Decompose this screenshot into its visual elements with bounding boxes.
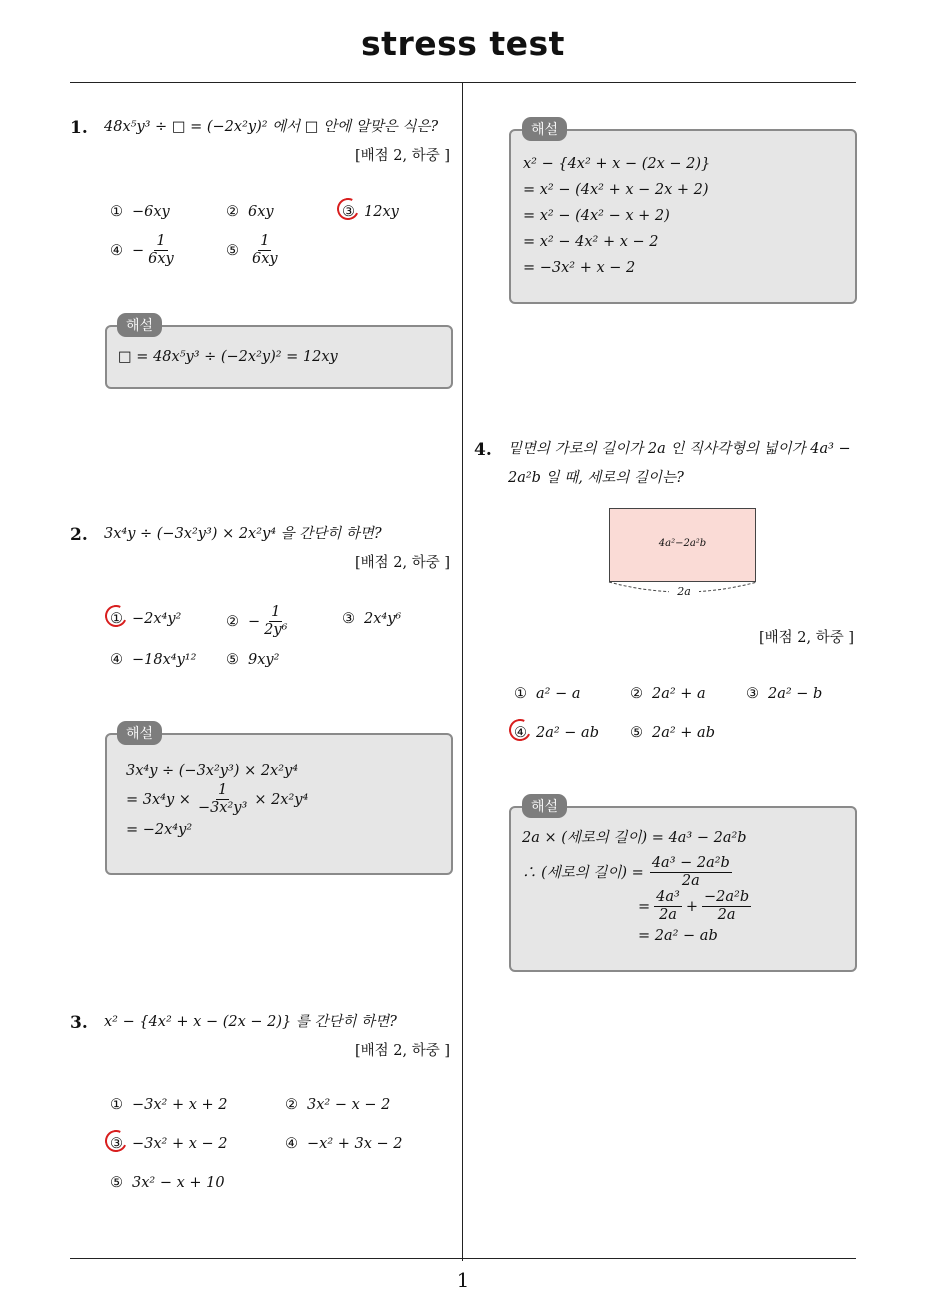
choice-marker: ① xyxy=(514,686,527,702)
choice-value: 2a² − ab xyxy=(536,725,599,741)
choice-fraction: $\frac{1}{6xy}$ xyxy=(148,233,174,267)
question-text: x² − {4x² + x − (2x − 2)} 를 간단히 하면? xyxy=(104,1014,397,1030)
choice-marker: ⑤ xyxy=(226,242,239,259)
choice-1[interactable] xyxy=(110,1097,228,1113)
choice-5[interactable] xyxy=(226,652,279,668)
choice-marker: ⑤ xyxy=(630,725,643,741)
choice-value: −3x² + x + 2 xyxy=(132,1097,228,1113)
page-number: 1 xyxy=(456,1268,470,1292)
question-text: 3x⁴y ÷ (−3x²y³) × 2x²y⁴ 을 간단히 하면? xyxy=(104,526,382,542)
choice-value: −x² + 3x − 2 xyxy=(307,1136,403,1152)
choice-value: −2x⁴y² xyxy=(132,611,182,627)
question-meta: [배점 2, 하중 ] xyxy=(758,630,854,646)
choice-value: 2x⁴y⁶ xyxy=(364,611,402,627)
choice-value: 12xy xyxy=(364,204,399,220)
solution-line: = x² − (4x² − x + 2) xyxy=(523,208,670,224)
choice-value: 2a² + ab xyxy=(652,725,715,741)
solution-line: = −2x⁴y² xyxy=(126,822,193,838)
choice-value: 6xy xyxy=(248,204,274,220)
choice-value: −6xy xyxy=(132,204,170,220)
answer-circle xyxy=(102,602,130,630)
choice-value: −3x² + x − 2 xyxy=(132,1136,228,1152)
solution-tag: 해설 xyxy=(522,794,567,818)
choice-marker: ③ xyxy=(342,611,355,627)
choice-5[interactable] xyxy=(226,233,282,268)
answer-circle xyxy=(102,1127,130,1155)
figure-width-label: 2a xyxy=(669,585,699,598)
choice-marker: ④ xyxy=(514,725,536,741)
solution-line: 2a × (세로의 길이) = 4a³ − 2a²b xyxy=(522,830,747,846)
question-text: 밑면의 가로의 길이가 2a 인 직사각형의 넓이가 4a³ − xyxy=(508,441,851,457)
question-text: 2a²b 일 때, 세로의 길이는? xyxy=(508,470,684,486)
question-number: 3. xyxy=(70,1013,88,1033)
solution-tag: 해설 xyxy=(117,313,162,337)
choice-marker: ④ xyxy=(285,1136,298,1152)
choice-marker: ② xyxy=(630,686,643,702)
question-number: 2. xyxy=(70,525,88,545)
choice-marker: ② xyxy=(226,204,239,220)
choice-3[interactable] xyxy=(746,686,822,702)
choice-2[interactable] xyxy=(285,1097,390,1113)
choice-1[interactable] xyxy=(110,611,181,627)
answer-circle xyxy=(334,195,362,223)
question-meta: [배점 2, 하중 ] xyxy=(354,1043,450,1059)
choice-value: 2a² − b xyxy=(768,686,823,702)
choice-value: 9xy² xyxy=(248,652,280,668)
choice-3[interactable] xyxy=(342,611,401,627)
choice-1[interactable] xyxy=(514,686,580,702)
footer-rule xyxy=(70,1258,856,1259)
choice-value: −18x⁴y¹² xyxy=(132,652,197,668)
choice-marker: ④ xyxy=(110,652,123,668)
choice-5[interactable] xyxy=(630,725,715,741)
choice-2[interactable] xyxy=(226,204,274,220)
choice-4[interactable] xyxy=(110,233,178,268)
choice-marker: ③ xyxy=(342,204,364,220)
choice-4[interactable] xyxy=(110,652,196,668)
choice-3[interactable] xyxy=(342,204,399,220)
page-title: stress test xyxy=(361,24,565,63)
answer-circle xyxy=(506,716,534,744)
choice-value: a² − a xyxy=(536,686,581,702)
choice-marker: ② xyxy=(226,613,239,630)
solution-line: = x² − (4x² + x − 2x + 2) xyxy=(523,182,709,198)
column-divider xyxy=(462,83,463,1261)
choice-marker: ③ xyxy=(110,1136,132,1152)
choice-sign: − xyxy=(132,242,145,259)
choice-marker: ① xyxy=(110,204,123,220)
choice-marker: ② xyxy=(285,1097,298,1113)
choice-marker: ① xyxy=(110,1097,123,1113)
choice-sign: − xyxy=(248,613,261,630)
choice-3[interactable] xyxy=(110,1136,228,1152)
choice-2[interactable] xyxy=(630,686,706,702)
choice-value: 3x² − x − 2 xyxy=(307,1097,391,1113)
solution-line: ∴ (세로의 길이) = $\frac{\text{4a³ − 2a²b}}{2a}$ xyxy=(522,855,730,889)
choice-marker: ④ xyxy=(110,242,123,259)
solution-line: 3x⁴y ÷ (−3x²y³) × 2x²y⁴ xyxy=(126,763,299,779)
figure-area-label: 4a²−2a²b xyxy=(658,538,707,549)
question-meta: [배점 2, 하중 ] xyxy=(354,555,450,571)
solution-line: □ = 48x⁵y³ ÷ (−2x²y)² = 12xy xyxy=(118,349,338,365)
solution-line: = −3x² + x − 2 xyxy=(523,260,636,276)
choice-1[interactable] xyxy=(110,204,170,220)
solution-line: = 3x⁴y × $\frac{1}{\text{−3x²y³}}$ × 2x²y⁴ xyxy=(126,782,309,816)
choice-4[interactable] xyxy=(514,725,599,741)
solution-line: x² − {4x² + x − (2x − 2)} xyxy=(523,156,711,172)
choice-marker: ⑤ xyxy=(110,1175,123,1191)
question-meta: [배점 2, 하중 ] xyxy=(354,148,450,164)
question-number: 1. xyxy=(70,118,88,138)
solution-line: = 2a² − ab xyxy=(638,928,718,944)
choice-value: 2a² + a xyxy=(652,686,706,702)
choice-4[interactable] xyxy=(285,1136,403,1152)
solution-tag: 해설 xyxy=(117,721,162,745)
choice-marker: ⑤ xyxy=(226,652,239,668)
choice-5[interactable] xyxy=(110,1175,225,1191)
choice-fraction: $\frac{1}{\text{2y⁶}}$ xyxy=(264,604,288,638)
choice-value: 3x² − x + 10 xyxy=(132,1175,225,1191)
solution-line: = $\frac{\text{4a³}}{2a}$ + $\frac{\text{−2a²b}}{2a}$ xyxy=(638,889,750,923)
question-text: 48x⁵y³ ÷ □ = (−2x²y)² 에서 □ 안에 알맞은 식은? xyxy=(104,119,439,135)
solution-tag: 해설 xyxy=(522,117,567,141)
solution-line: = x² − 4x² + x − 2 xyxy=(523,234,659,250)
choice-marker: ③ xyxy=(746,686,759,702)
choice-fraction: $\frac{1}{6xy}$ xyxy=(252,233,278,267)
question-number: 4. xyxy=(474,440,492,460)
choice-2[interactable] xyxy=(226,604,291,639)
choice-marker: ① xyxy=(110,611,132,627)
header-rule xyxy=(70,82,856,83)
